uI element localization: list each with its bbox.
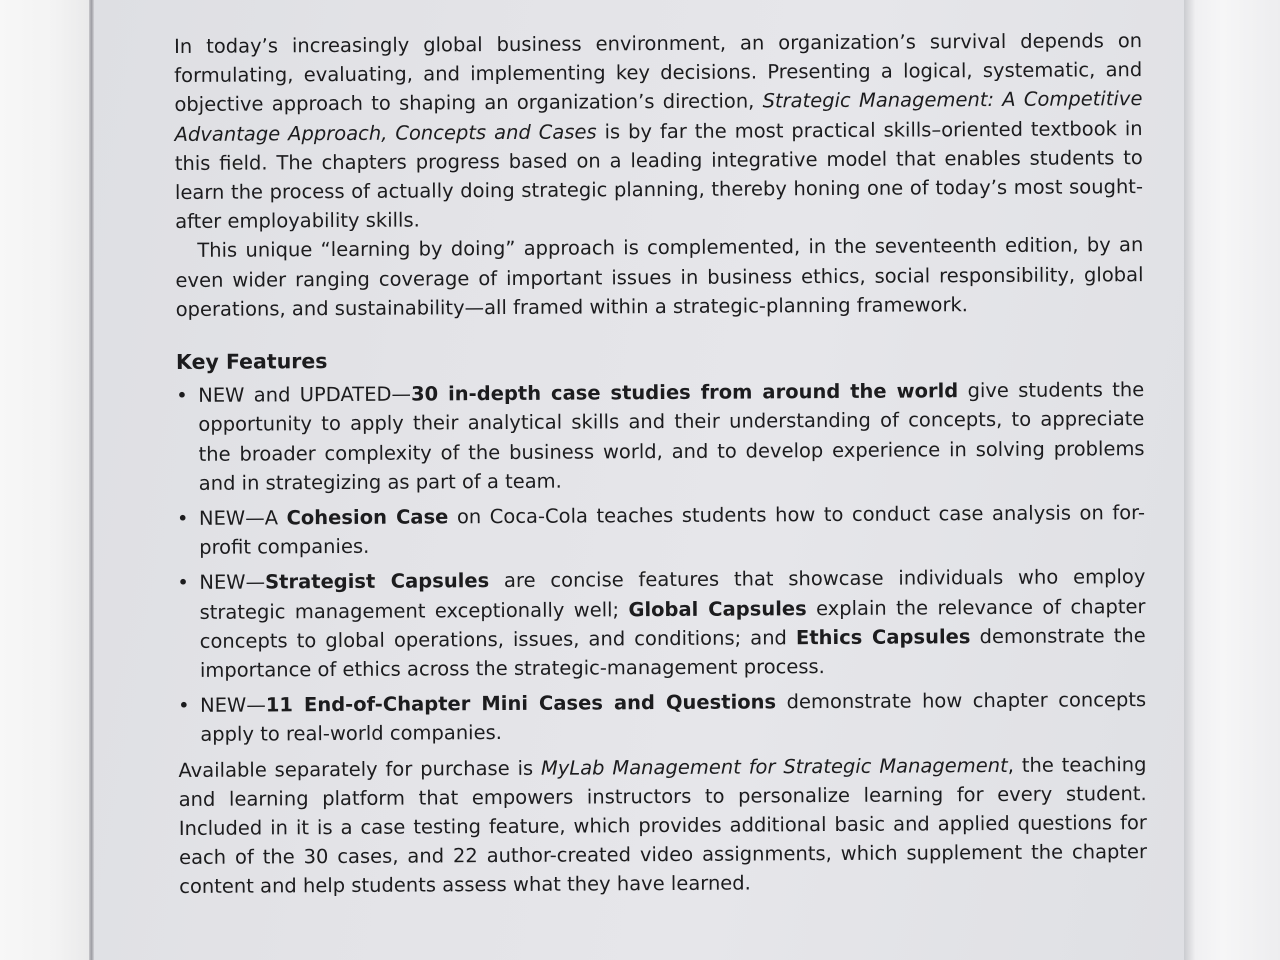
bullet: •: [178, 694, 190, 718]
mylab-title: MyLab Management for Strategic Management: [540, 753, 1008, 780]
features-list: [176, 375, 1146, 749]
book-spine-edge: [1184, 0, 1280, 960]
closing-text-cont: , the teaching and learning platform that empowers instructors to personalize learning for every student. Included in it is a case testing feature, which provides additional basic and applied questions for each of the 30 cases, and 22 author-created video assignments, which supplement the chapter content and help students assess what they have learned.: [178, 752, 1148, 899]
bullet: •: [177, 571, 189, 595]
intro-paragraph-1: [174, 26, 1143, 236]
intro-paragraph-2: This unique “learning by doing” approach is complemented, in the seventeenth edition, by an even wider ranging coverage of important issues in business ethics, social responsibility, global operations, and sustainability—all framed within a strategic-planning framework.: [175, 233, 1144, 321]
feature-item: [177, 563, 1146, 686]
feature-prefix: NEW—: [200, 693, 266, 718]
feature-text: are concise features that showcase individuals who employ strategic management exceptionally well;: [199, 565, 1146, 624]
feature-text: demonstrate how chapter concepts apply to real-world companies.: [200, 688, 1147, 747]
bullet: •: [176, 384, 188, 408]
intro-text: In today’s increasingly global business environment, an organization’s survival depends on formulating, evaluating, and implementing key decisions. Presenting a logical, systematic, and objective approach to shaping an organization’s direction,: [174, 29, 1143, 117]
key-features-heading: Key Features: [175, 349, 328, 375]
feature-prefix: NEW and UPDATED—: [198, 382, 412, 408]
feature-item: [178, 685, 1146, 749]
feature-highlight: Global Capsules: [628, 596, 807, 621]
feature-text: on Coca-Cola teaches students how to conduct case analysis on for-profit companies.: [199, 501, 1146, 560]
feature-text: demonstrate the importance of ethics across the strategic-management process.: [199, 623, 1146, 682]
feature-prefix: NEW—A: [198, 506, 287, 530]
feature-highlight: 11 End-of-Chapter Mini Cases and Questions: [265, 690, 777, 717]
feature-text: give students the opportunity to apply their analytical skills and their understanding of concepts, to appreciate the broader complexity of the business world, and to develop experience in solving problems and in strategizing as part of a team.: [198, 378, 1145, 495]
feature-item: [176, 375, 1145, 498]
feature-highlight: 30 in-depth case studies from around the world: [410, 379, 959, 406]
feature-item: [177, 498, 1145, 562]
feature-highlight: Strategist Capsules: [264, 569, 490, 594]
feature-text: explain the relevance of chapter concepts to global operations, issues, and conditions; and: [199, 594, 1146, 653]
left-page-margin: [0, 0, 92, 960]
closing-paragraph: [178, 750, 1147, 902]
book-title: Strategic Management: A Competitive Advantage Approach, Concepts and Cases: [174, 87, 1143, 146]
bullet: •: [176, 506, 189, 531]
feature-highlight: Cohesion Case: [286, 505, 449, 530]
feature-prefix: NEW—: [199, 570, 266, 595]
back-cover-text: [174, 26, 1147, 902]
feature-highlight: Ethics Capsules: [795, 625, 971, 650]
intro-text-cont: is by far the most practical skills–oriented textbook in this field. The chapters progress based on a leading integrative model that enables students to learn the process of actually doing strategic planning, thereby honing one of today’s most sought-after employability skills.: [174, 116, 1144, 234]
closing-text: Available separately for purchase is: [178, 756, 542, 782]
